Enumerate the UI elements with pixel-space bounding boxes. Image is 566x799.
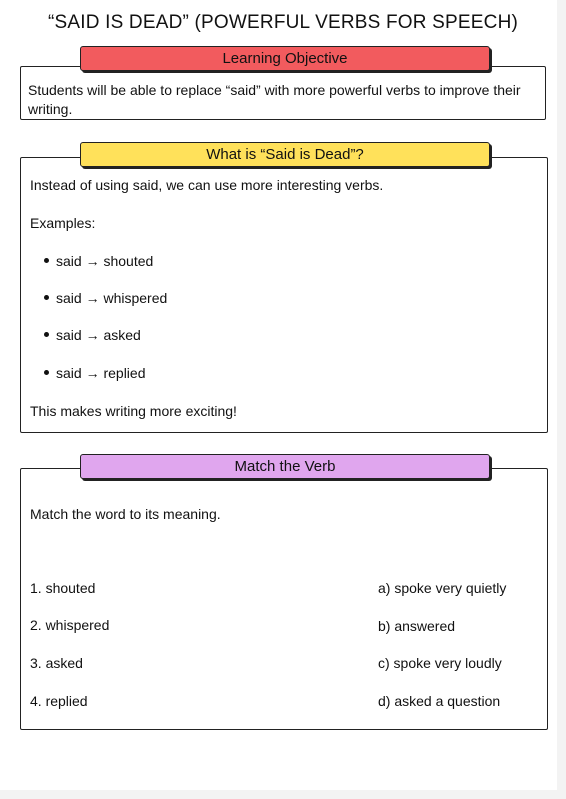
bullet-dot xyxy=(44,332,49,337)
match-meaning: a) spoke very quietly xyxy=(378,580,507,596)
match-word: 4. replied xyxy=(30,693,88,709)
match-meaning: d) asked a question xyxy=(378,693,501,709)
bullet-dot xyxy=(44,370,49,375)
match-banner: Match the Verb xyxy=(80,454,490,479)
example-item xyxy=(44,326,141,344)
match-instruction: Match the word to its meaning. xyxy=(30,506,221,522)
bullet-dot xyxy=(44,258,49,263)
what-is-banner: What is “Said is Dead”? xyxy=(80,142,490,167)
match-word: 3. asked xyxy=(30,655,83,671)
example-item xyxy=(44,364,146,382)
learning-objective-banner: Learning Objective xyxy=(80,46,490,71)
worksheet-title: “SAID IS DEAD” (POWERFUL VERBS FOR SPEECH) xyxy=(47,12,519,33)
what-is-closing: This makes writing more exciting! xyxy=(30,403,237,419)
bullet-dot xyxy=(44,295,49,300)
match-word: 2. whispered xyxy=(30,617,110,633)
example-text: said → whispered xyxy=(56,290,168,306)
match-meaning: b) answered xyxy=(378,618,456,634)
match-word: 1. shouted xyxy=(30,580,96,596)
match-meaning: c) spoke very loudly xyxy=(378,655,502,671)
example-text: said → asked xyxy=(56,327,141,343)
learning-objective-text: Students will be able to replace “said” with more powerful verbs to improve their writing. xyxy=(28,82,521,117)
example-item xyxy=(44,252,153,270)
example-item xyxy=(44,289,167,307)
what-is-intro: Instead of using said, we can use more interesting verbs. xyxy=(30,177,384,193)
example-text: said → replied xyxy=(56,365,146,381)
examples-label: Examples: xyxy=(30,215,96,231)
example-text: said → shouted xyxy=(56,253,154,269)
